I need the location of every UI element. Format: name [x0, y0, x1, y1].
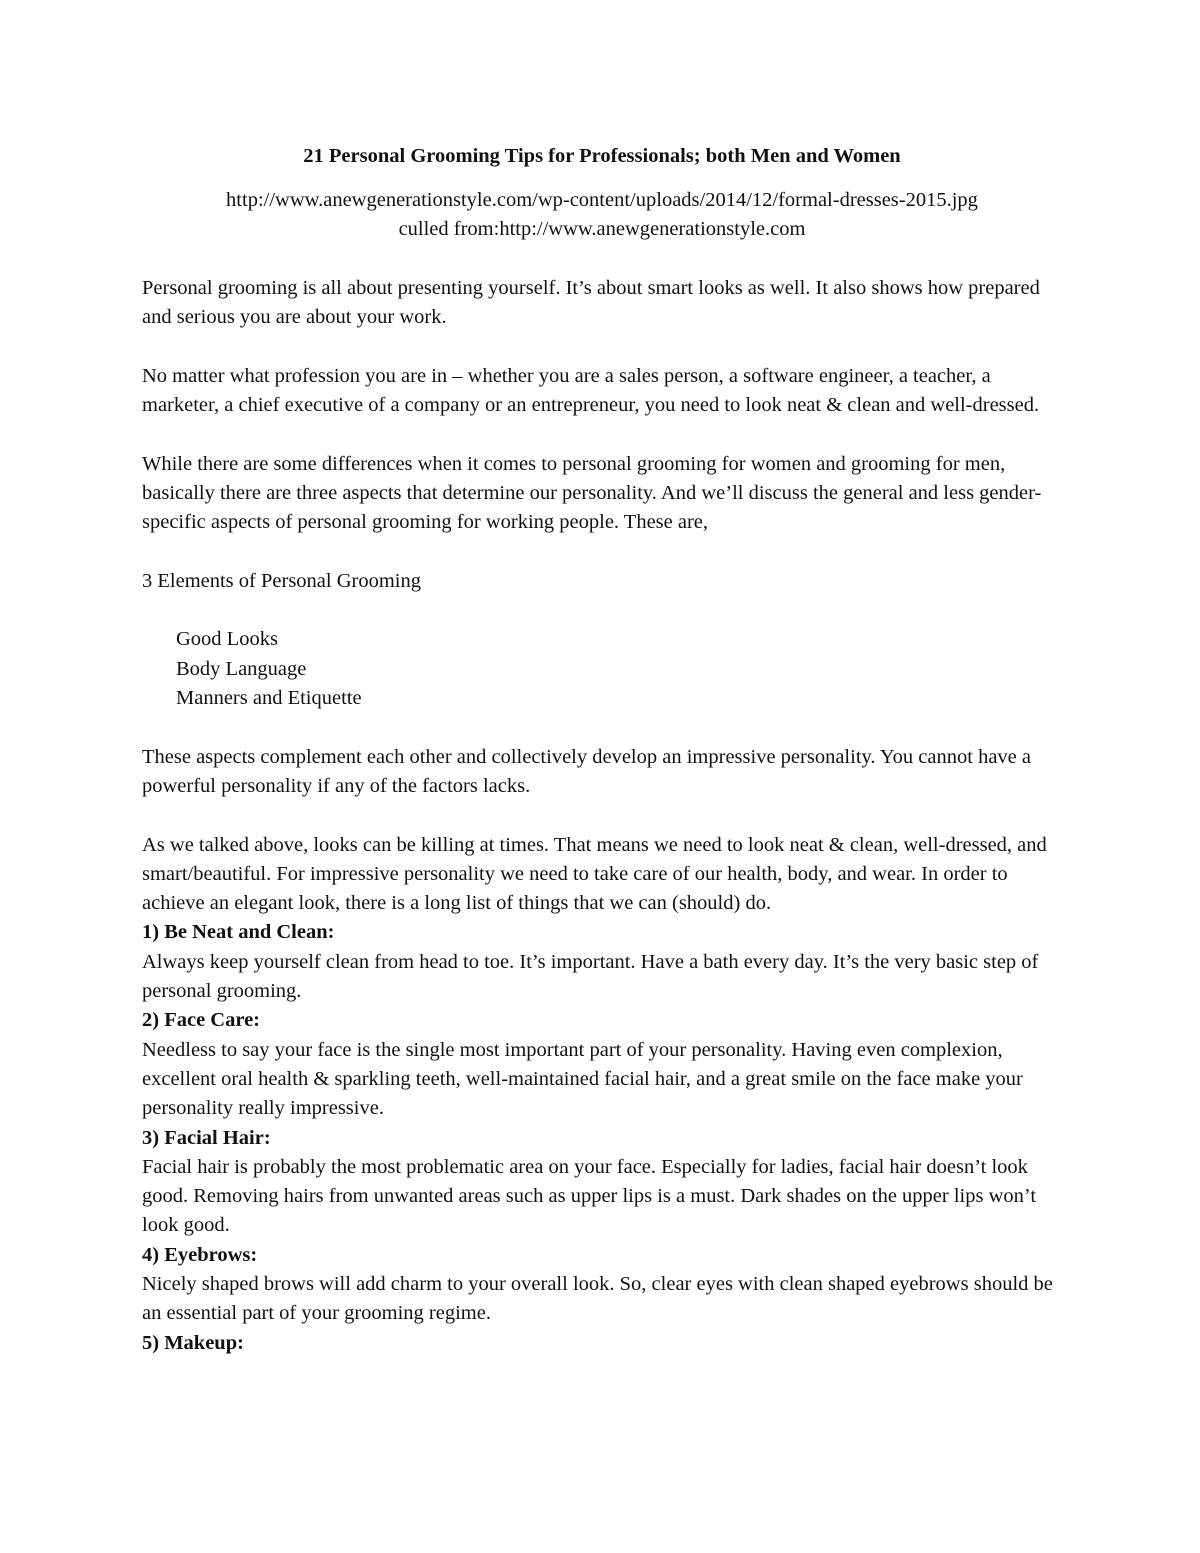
- intro-paragraph-2: No matter what profession you are in – whether you are a sales person, a software engineer, a teacher, a marketer, a chief executive of a company or an entrepreneur, you need to look neat & clean and well-dressed.: [142, 364, 1040, 417]
- source-credit-line: culled from:http://www.anewgenerationstyle.com: [398, 218, 806, 241]
- tip-body-3: Facial hair is probably the most problematic area on your face. Especially for ladies, facial hair doesn’t look good. Removing hairs from unwanted areas such as upper lips is a must. Dark shades on the upper lips won’t look good.: [142, 1155, 1037, 1237]
- tip-heading-5: 5) Makeup:: [142, 1331, 244, 1354]
- tip-heading-2: 2) Face Care:: [142, 1009, 261, 1032]
- elements-heading: 3 Elements of Personal Grooming: [142, 569, 421, 592]
- aspects-paragraph: These aspects complement each other and collectively develop an impressive personality. You cannot have a powerful personality if any of the factors lacks.: [142, 745, 1031, 797]
- tip-heading-1: 1) Be Neat and Clean:: [142, 921, 335, 944]
- tip-heading-4: 4) Eyebrows:: [142, 1243, 258, 1266]
- looks-paragraph: As we talked above, looks can be killing at times. That means we need to look neat & clean, well-dressed, and smart/beautiful. For impressive personality we need to take care of our health, body, and wear. In order to achieve an elegant look, there is a long list of things that we can (should) do.: [142, 833, 1047, 915]
- list-item: Manners and Etiquette: [176, 687, 362, 710]
- document-page: [142, 140, 1062, 1358]
- intro-paragraph-3: While there are some differences when it comes to personal grooming for women and grooming for men, basically there are three aspects that determine our personality. And we’ll discuss the general and less gender-specific aspects of personal grooming for working people. These are,: [142, 452, 1042, 534]
- list-item: Good Looks: [176, 628, 278, 651]
- tip-body-4: Nicely shaped brows will add charm to your overall look. So, clear eyes with clean shaped eyebrows should be an essential part of your grooming regime.: [142, 1272, 1053, 1325]
- tip-heading-3: 3) Facial Hair:: [142, 1126, 271, 1149]
- elements-list: [142, 625, 1062, 713]
- document-title: 21 Personal Grooming Tips for Professionals; both Men and Women: [303, 145, 901, 167]
- tip-body-2: Needless to say your face is the single most important part of your personality. Having even complexion, excellent oral health & sparkling teeth, well-maintained facial hair, and a great smile on the face make your personality really impressive.: [142, 1038, 1023, 1120]
- list-item: Body Language: [176, 657, 307, 680]
- tip-body-1: Always keep yourself clean from head to toe. It’s important. Have a bath every day. It’s the very basic step of personal grooming.: [142, 950, 1039, 1003]
- source-url-line: http://www.anewgenerationstyle.com/wp-content/uploads/2014/12/formal-dresses-2015.jpg: [226, 189, 978, 211]
- intro-paragraph-1: Personal grooming is all about presenting yourself. It’s about smart looks as well. It also shows how prepared and serious you are about your work.: [142, 276, 1040, 329]
